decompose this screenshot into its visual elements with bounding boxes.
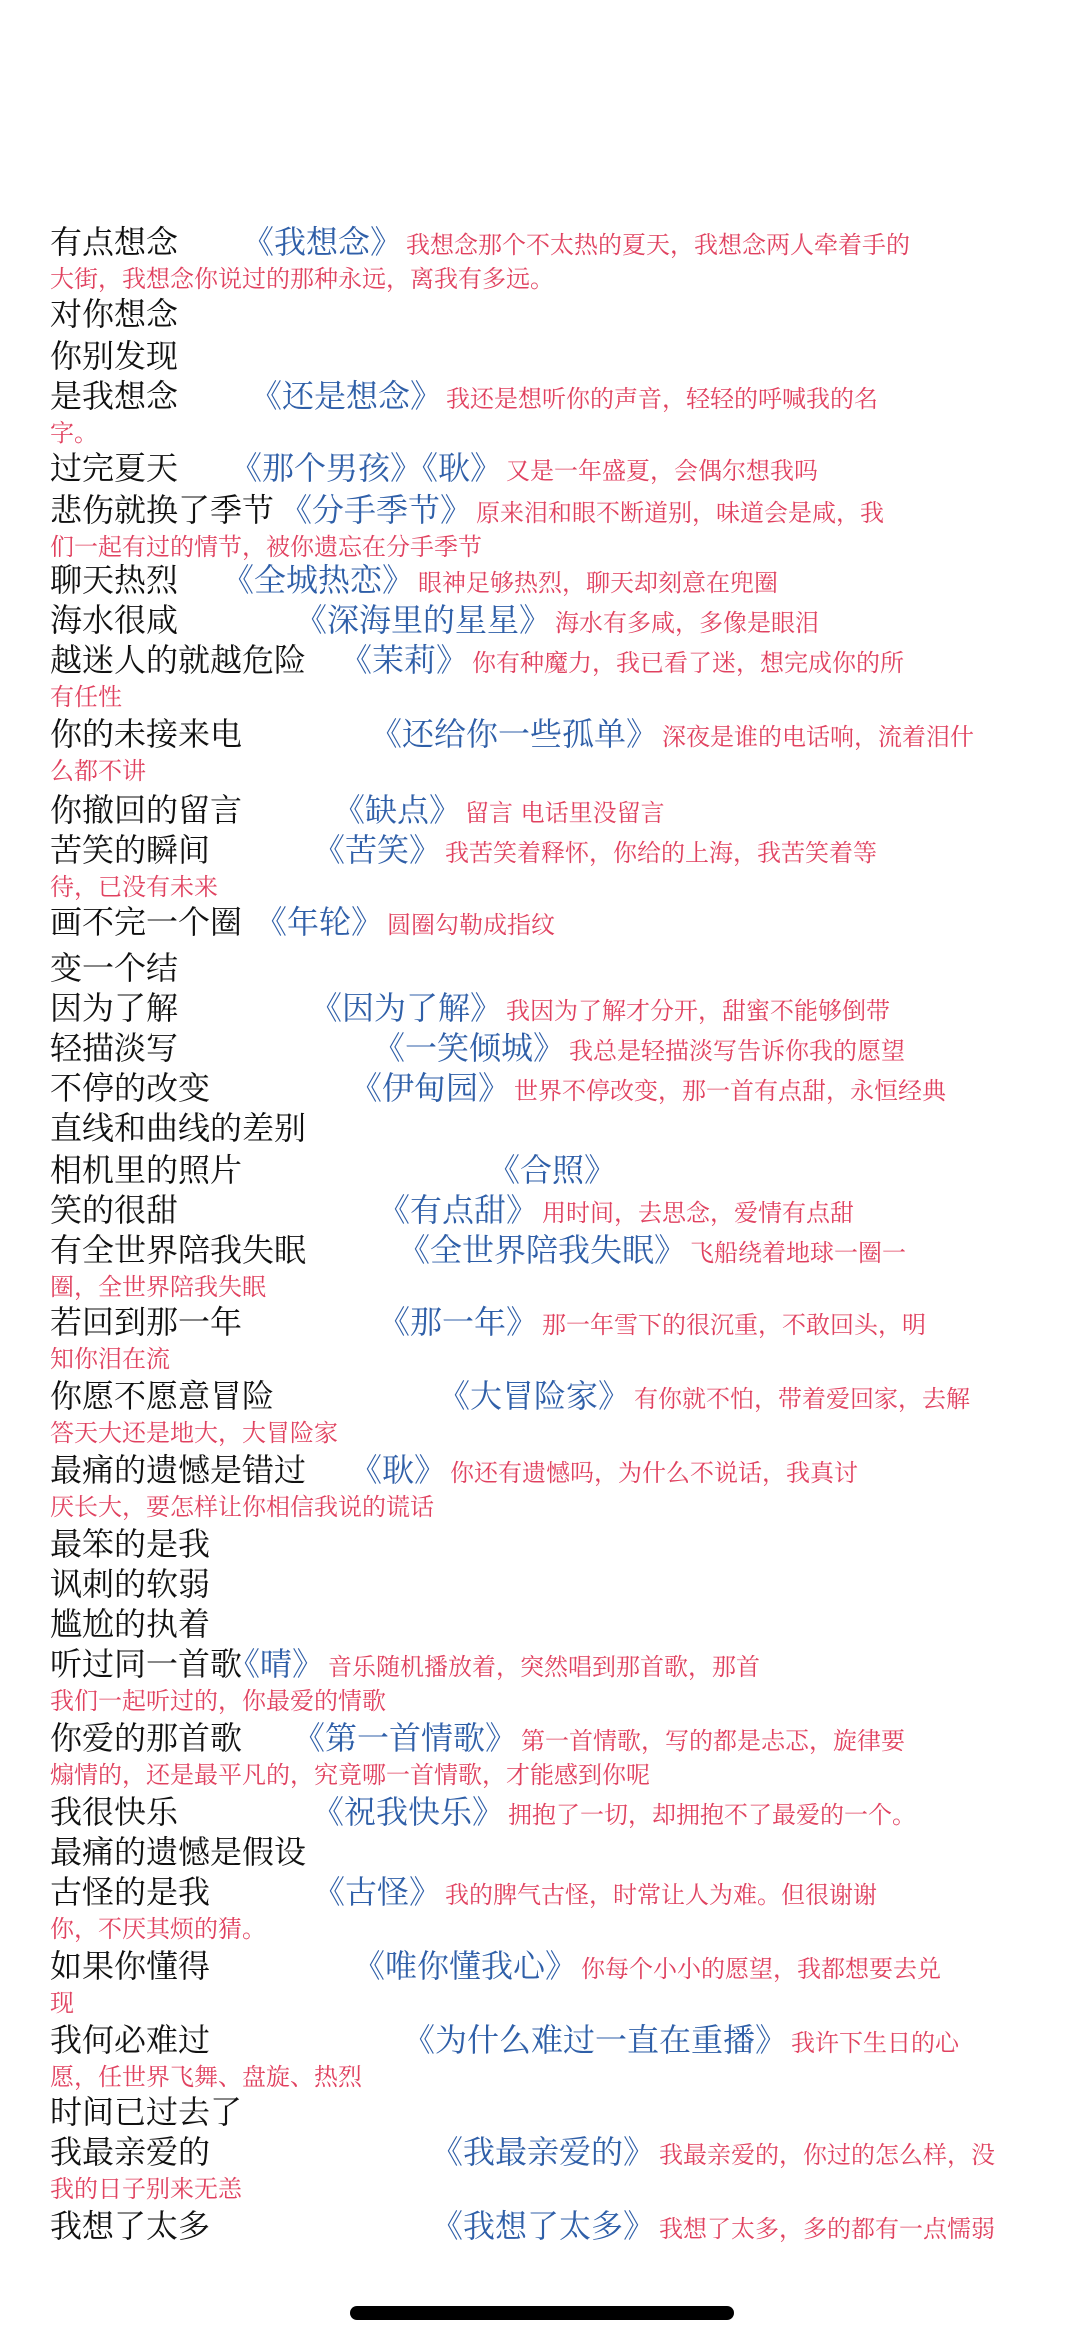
song-lyric-quote: 圆圈勾勒成指纹 bbox=[387, 911, 555, 939]
song-lyric-quote-continued: 你，不厌其烦的猜。 bbox=[50, 1915, 266, 1943]
lyric-text: 不停的改变 bbox=[50, 1069, 211, 1107]
song-title: 《茉莉》 bbox=[340, 641, 469, 679]
lyric-line bbox=[50, 2206, 1040, 2246]
lyric-text: 聊天热烈 bbox=[50, 561, 179, 599]
song-lyric-quote: 音乐随机播放着，突然唱到那首歌，那首 bbox=[328, 1653, 760, 1681]
lyric-line bbox=[50, 1644, 1040, 1718]
lyric-line bbox=[50, 2092, 1040, 2132]
song-lyric-quote: 深夜是谁的电话响，流着泪什 bbox=[662, 723, 974, 751]
lyric-text: 我想了太多 bbox=[50, 2207, 211, 2245]
lyric-line bbox=[50, 1230, 1040, 1304]
lyric-line bbox=[50, 830, 1040, 904]
song-lyric-quote-continued: 字。 bbox=[50, 419, 98, 447]
lyric-line bbox=[50, 1718, 1040, 1792]
song-lyric-quote-continued: 大街，我想念你说过的那种永远，离我有多远。 bbox=[50, 265, 554, 293]
song-lyric-quote-continued: 答天大还是地大，大冒险家 bbox=[50, 1419, 338, 1447]
song-lyric-quote-continued: 知你泪在流 bbox=[50, 1345, 170, 1373]
lyric-text: 笑的很甜 bbox=[50, 1191, 179, 1229]
song-lyric-quote: 我苦笑着释怀，你给的上海，我苦笑着等 bbox=[445, 839, 877, 867]
song-lyric-quote: 海水有多咸，多像是眼泪 bbox=[555, 609, 819, 637]
lyric-text: 你的未接来电 bbox=[50, 715, 243, 753]
song-title: 《古怪》 bbox=[313, 1873, 442, 1911]
home-indicator[interactable] bbox=[350, 2306, 734, 2320]
song-title: 《深海里的星星》 bbox=[295, 601, 552, 639]
song-lyric-quote: 我总是轻描淡写告诉你我的愿望 bbox=[569, 1037, 905, 1065]
song-title: 《因为了解》 bbox=[310, 989, 503, 1027]
lyric-text: 苦笑的瞬间 bbox=[50, 831, 211, 869]
lyric-line bbox=[50, 1946, 1040, 2020]
lyric-text: 你别发现 bbox=[50, 337, 179, 375]
song-lyric-quote: 原来泪和眼不断道别，味道会是咸，我 bbox=[476, 499, 884, 527]
song-lyric-quote: 我还是想听你的声音，轻轻的呼喊我的名 bbox=[446, 385, 878, 413]
lyric-text: 时间已过去了 bbox=[50, 2093, 243, 2131]
song-lyric-quote-continued: 愿，任世界飞舞、盘旋、热烈 bbox=[50, 2063, 362, 2091]
song-title: 《全城热恋》 bbox=[222, 561, 415, 599]
song-title: 《晴》 bbox=[228, 1645, 325, 1683]
lyric-line bbox=[50, 988, 1040, 1028]
lyric-line bbox=[50, 448, 1040, 488]
song-title: 《大冒险家》 bbox=[438, 1377, 631, 1415]
song-lyric-quote-continued: 厌长大，要怎样让你相信我说的谎话 bbox=[50, 1493, 434, 1521]
lyric-line bbox=[50, 902, 1040, 942]
lyric-line bbox=[50, 600, 1040, 640]
lyric-text: 有点想念 bbox=[50, 223, 179, 261]
lyric-text: 古怪的是我 bbox=[50, 1873, 211, 1911]
lyric-line bbox=[50, 294, 1040, 334]
song-lyric-quote: 我因为了解才分开，甜蜜不能够倒带 bbox=[506, 997, 890, 1025]
song-title: 《年轮》 bbox=[255, 903, 384, 941]
lyric-text: 我很快乐 bbox=[50, 1793, 179, 1831]
lyric-line bbox=[50, 1108, 1040, 1148]
lyric-text: 有全世界陪我失眠 bbox=[50, 1231, 307, 1269]
lyric-text: 海水很咸 bbox=[50, 601, 179, 639]
lyric-text: 变一个结 bbox=[50, 949, 179, 987]
song-lyric-quote: 你还有遗憾吗，为什么不说话，我真讨 bbox=[450, 1459, 858, 1487]
song-lyric-quote-continued: 么都不讲 bbox=[50, 757, 146, 785]
lyric-text: 最痛的遗憾是错过 bbox=[50, 1451, 307, 1489]
lyric-text: 直线和曲线的差别 bbox=[50, 1109, 307, 1147]
song-lyric-quote: 用时间，去思念，爱情有点甜 bbox=[542, 1199, 854, 1227]
lyric-line bbox=[50, 1564, 1040, 1604]
lyric-text: 你爱的那首歌 bbox=[50, 1719, 243, 1757]
song-lyric-quote: 我最亲爱的，你过的怎么样，没 bbox=[659, 2141, 995, 2169]
lyric-line bbox=[50, 1068, 1040, 1108]
lyric-text: 讽刺的软弱 bbox=[50, 1565, 211, 1603]
song-title: 《缺点》 bbox=[333, 791, 462, 829]
song-lyric-quote: 第一首情歌，写的都是忐忑，旋律要 bbox=[521, 1727, 905, 1755]
song-lyric-quote: 我的脾气古怪，时常让人为难。但很谢谢 bbox=[445, 1881, 877, 1909]
song-title: 《全世界陪我失眠》 bbox=[398, 1231, 687, 1269]
lyric-line bbox=[50, 1450, 1040, 1524]
lyric-text: 相机里的照片 bbox=[50, 1151, 243, 1189]
song-lyric-quote: 我许下生日的心 bbox=[791, 2029, 959, 2057]
song-title: 《第一首情歌》 bbox=[293, 1719, 518, 1757]
song-title: 《我想念》 bbox=[242, 223, 403, 261]
song-title: 《苦笑》 bbox=[313, 831, 442, 869]
song-title: 《唯你懂我心》 bbox=[353, 1947, 578, 1985]
lyric-line bbox=[50, 1028, 1040, 1068]
song-lyric-quote: 拥抱了一切，却拥抱不了最爱的一个。 bbox=[508, 1801, 916, 1829]
song-title: 《伊甸园》 bbox=[350, 1069, 511, 1107]
lyric-line bbox=[50, 560, 1040, 600]
song-lyric-quote-continued: 待，已没有未来 bbox=[50, 873, 218, 901]
song-lyric-quote: 世界不停改变，那一首有点甜，永恒经典 bbox=[514, 1077, 946, 1105]
lyric-text: 对你想念 bbox=[50, 295, 179, 333]
lyric-line bbox=[50, 1376, 1040, 1450]
song-title: 《我最亲爱的》 bbox=[431, 2133, 656, 2171]
lyric-text: 过完夏天 bbox=[50, 449, 179, 487]
lyric-text: 我最亲爱的 bbox=[50, 2133, 211, 2171]
lyric-text: 最笨的是我 bbox=[50, 1525, 211, 1563]
song-title: 《我想了太多》 bbox=[431, 2207, 656, 2245]
song-title: 《一笑倾城》 bbox=[373, 1029, 566, 1067]
lyric-line bbox=[50, 1832, 1040, 1872]
song-lyric-quote-continued: 有任性 bbox=[50, 683, 122, 711]
lyric-line bbox=[50, 1190, 1040, 1230]
song-lyric-quote: 你每个小小的愿望，我都想要去兑 bbox=[581, 1955, 941, 1983]
song-lyric-quote-continued: 我们一起听过的，你最爱的情歌 bbox=[50, 1687, 386, 1715]
lyric-text: 最痛的遗憾是假设 bbox=[50, 1833, 307, 1871]
song-title: 《合照》 bbox=[488, 1151, 617, 1189]
lyric-text: 因为了解 bbox=[50, 989, 179, 1027]
song-lyric-quote: 我想了太多，多的都有一点懦弱 bbox=[659, 2215, 995, 2243]
song-lyric-quote-continued: 现 bbox=[50, 1989, 74, 2017]
lyric-line bbox=[50, 1302, 1040, 1376]
lyric-text: 悲伤就换了季节 bbox=[50, 491, 275, 529]
song-title: 《分手季节》 bbox=[280, 491, 473, 529]
lyric-text: 画不完一个圈 bbox=[50, 903, 243, 941]
lyric-text: 是我想念 bbox=[50, 377, 179, 415]
song-lyric-quote: 那一年雪下的很沉重，不敢回头，明 bbox=[542, 1311, 926, 1339]
lyric-text: 尴尬的执着 bbox=[50, 1605, 211, 1643]
lyric-line bbox=[50, 376, 1040, 450]
lyric-text: 若回到那一年 bbox=[50, 1303, 243, 1341]
lyric-line bbox=[50, 1150, 1040, 1190]
song-lyric-quote: 眼神足够热烈，聊天却刻意在兜圈 bbox=[418, 569, 778, 597]
song-lyric-quote-continued: 圈，全世界陪我失眠 bbox=[50, 1273, 266, 1301]
song-title: 《还给你一些孤单》 bbox=[370, 715, 659, 753]
song-title: 《还是想念》 bbox=[250, 377, 443, 415]
song-title: 《那一年》 bbox=[378, 1303, 539, 1341]
song-title: 《为什么难过一直在重播》 bbox=[403, 2021, 788, 2059]
lyric-text: 如果你懂得 bbox=[50, 1947, 211, 1985]
song-lyric-quote: 飞船绕着地球一圈一 bbox=[690, 1239, 906, 1267]
song-lyric-quote-continued: 们一起有过的情节，被你遗忘在分手季节 bbox=[50, 533, 482, 561]
song-lyric-quote: 我想念那个不太热的夏天，我想念两人牵着手的 bbox=[406, 231, 910, 259]
lyric-line bbox=[50, 1792, 1040, 1832]
song-title: 《有点甜》 bbox=[378, 1191, 539, 1229]
lyric-line bbox=[50, 1604, 1040, 1644]
lyric-line bbox=[50, 2132, 1040, 2206]
song-title: 《耿》 bbox=[350, 1451, 447, 1489]
lyric-text: 越迷人的就越危险 bbox=[50, 641, 307, 679]
lyric-line bbox=[50, 2020, 1040, 2094]
song-lyric-quote-continued: 煽情的，还是最平凡的，究竟哪一首情歌，才能感到你呢 bbox=[50, 1761, 650, 1789]
song-lyric-quote: 又是一年盛夏，会偶尔想我吗 bbox=[506, 457, 818, 485]
lyric-text: 听过同一首歌 bbox=[50, 1645, 243, 1683]
song-title: 《那个男孩》《耿》 bbox=[230, 449, 503, 487]
lyric-line bbox=[50, 336, 1040, 376]
lyric-line bbox=[50, 640, 1040, 714]
song-lyric-quote-continued: 我的日子别来无恙 bbox=[50, 2175, 242, 2203]
lyric-line bbox=[50, 948, 1040, 988]
lyric-line bbox=[50, 714, 1040, 788]
lyric-text: 你愿不愿意冒险 bbox=[50, 1377, 275, 1415]
lyric-line bbox=[50, 790, 1040, 830]
song-title: 《祝我快乐》 bbox=[312, 1793, 505, 1831]
song-lyric-quote: 留言 电话里没留言 bbox=[465, 799, 665, 827]
lyric-line bbox=[50, 1872, 1040, 1946]
lyric-line bbox=[50, 490, 1040, 564]
lyric-text: 轻描淡写 bbox=[50, 1029, 179, 1067]
song-lyric-quote: 你有种魔力，我已看了迷，想完成你的所 bbox=[472, 649, 904, 677]
lyric-line bbox=[50, 1524, 1040, 1564]
song-lyric-quote: 有你就不怕，带着爱回家，去解 bbox=[634, 1385, 970, 1413]
lyric-line bbox=[50, 222, 1040, 296]
lyric-text: 我何必难过 bbox=[50, 2021, 211, 2059]
lyric-text: 你撤回的留言 bbox=[50, 791, 243, 829]
